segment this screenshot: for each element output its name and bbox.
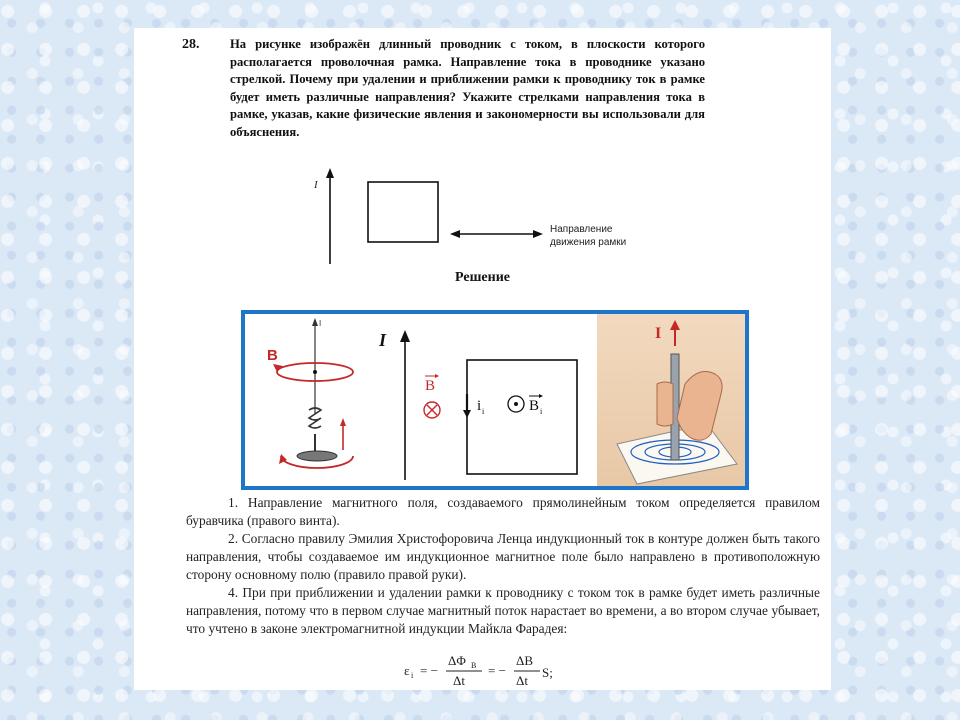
- problem-text: На рисунке изображён длинный проводник с током, в плоскости которого располагается проволочная рамка. Направление тока в проводнике указано стрелкой. Почему при удалении и приближении рамки к проводнику ток в рамке будет иметь различные направления? Укажите стрелками направления тока в рамке, указав, какие физические явления и закономерности вы использовали для объяснения.: [230, 37, 705, 139]
- formula-den1: Δt: [453, 673, 465, 688]
- induced-field-vector-arrow-icon: [539, 394, 543, 398]
- hand-icon: [677, 372, 722, 441]
- main-current-label: I: [379, 330, 387, 350]
- formula-eq1: = −: [420, 663, 438, 678]
- induced-current-sub: i: [482, 407, 485, 416]
- wire-frame: [368, 182, 438, 242]
- left-current-label: I: [319, 319, 322, 328]
- formula-eq2: = −: [488, 663, 506, 678]
- photo-current-arrow-icon: [670, 320, 680, 330]
- formula-num1-sub: B: [471, 661, 477, 670]
- answer-4: 4. При при приближении и удалении рамки к проводнику с током ток в рамке будет иметь различные направления, потому что в первом случае магнитный поток нарастает во времени, а во втором случае убывает, что учтено в законе электромагнитной индукции Майкла Фарадея:: [186, 585, 820, 636]
- solution-text: [186, 494, 820, 638]
- external-field-label: B: [425, 378, 436, 394]
- main-current-arrow-icon: [400, 330, 410, 342]
- formula-tail: S;: [542, 665, 553, 680]
- induced-current-arrow-icon: [463, 410, 471, 418]
- formula-num2: ΔB: [516, 653, 534, 668]
- formula-den2: Δt: [516, 673, 528, 688]
- field-out-dot: [514, 402, 518, 406]
- field-center-dot: [313, 370, 317, 374]
- solution-illustration: [241, 310, 749, 490]
- left-field-label: B: [267, 347, 278, 364]
- formula-num1: ΔΦ: [448, 653, 466, 668]
- motion-arrow-left-icon: [450, 230, 460, 238]
- motion-arrow-right-icon: [533, 230, 543, 238]
- induced-field-label: B: [529, 398, 540, 414]
- problem-number: 28.: [182, 37, 200, 52]
- induced-current-label: i: [477, 398, 482, 414]
- motion-label-line1: Направление: [550, 224, 613, 235]
- answer-1: 1. Направление магнитного поля, создаваемого прямолинейным током определяется правилом буравчика (правого винта).: [186, 495, 820, 528]
- solution-title: Решение: [455, 270, 510, 285]
- fingers-icon: [657, 382, 673, 426]
- problem-figure: [304, 164, 694, 276]
- document-page: [134, 28, 831, 690]
- external-field-vector-arrow-icon: [435, 374, 439, 378]
- formula-emf-sub: i: [411, 671, 414, 680]
- problem-statement: [182, 36, 705, 142]
- solution-wire-frame: [467, 360, 577, 474]
- photo-current-label: I: [655, 325, 662, 342]
- answer-2: 2. Согласно правилу Эмилия Христофоровича Ленца индукционный ток в контуре должен быть такого направления, чтобы создаваемое им индукционное магнитное поле было направлено в противоположную сторону основному полю (правило правой руки).: [186, 531, 820, 582]
- left-current-arrow-icon: [312, 318, 318, 326]
- current-arrow-icon: [326, 168, 334, 178]
- faraday-formula: [402, 650, 602, 690]
- figure-current-label: I: [314, 179, 318, 191]
- right-hand-rule-photo: [597, 314, 745, 486]
- formula-emf: ε: [404, 663, 410, 678]
- gimlet-handle-icon: [297, 451, 337, 461]
- motion-label-line2: движения рамки: [550, 237, 627, 248]
- induced-field-sub: i: [540, 407, 543, 416]
- motion-up-arrow-icon: [340, 418, 346, 426]
- right-hand-rule-drawing: [597, 314, 745, 486]
